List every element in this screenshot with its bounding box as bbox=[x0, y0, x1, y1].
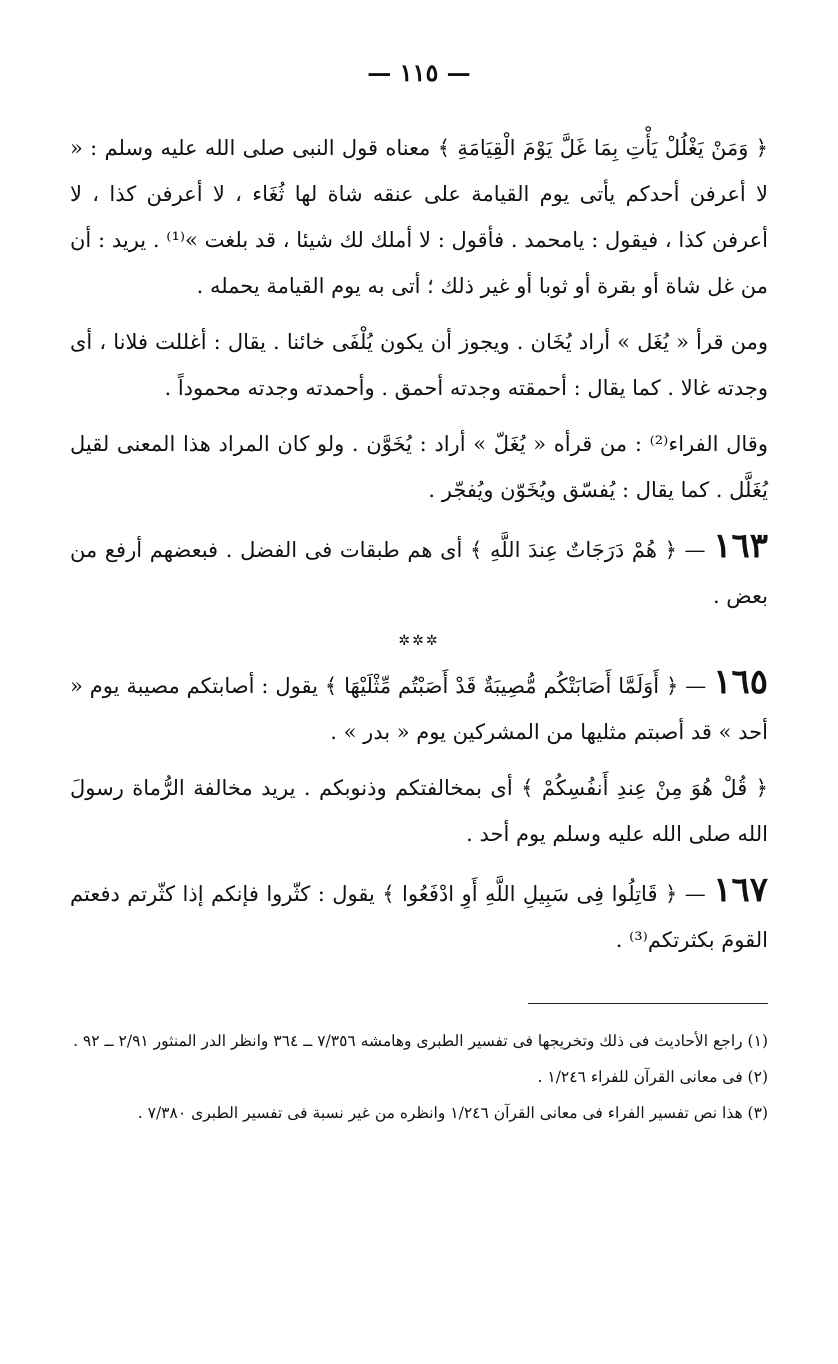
verse-number: ١٦٧ bbox=[713, 870, 768, 910]
paragraph-text: — ﴿ أَوَلَمَّا أَصَابَتْكُم مُّصِيبَةٌ قَدْ أَصَبْتُم مِّثْلَيْهَا ﴾ يقول : أصابتكم مصيبة يوم « أحد » قد أصبتم مثليها من المشركين يوم « بدر » . bbox=[70, 674, 768, 744]
paragraph-text: وقال الفراء⁽²⁾ : من قرأه « يُغَلّ » أراد : يُخَوَّن . ولو كان المراد هذا المعنى لقيل يُغَلَّل . كما يقال : يُفسّق ويُخَوّن ويُفجّر . bbox=[70, 432, 768, 502]
paragraph-text: — ﴿ هُمْ دَرَجَاتٌ عِندَ اللَّهِ ﴾ أى هم طبقات فى الفضل . فبعضهم أرفع من بعض . bbox=[70, 538, 768, 608]
paragraph bbox=[70, 765, 768, 857]
verse-number: ١٦٣ bbox=[713, 526, 768, 566]
footnotes bbox=[70, 1026, 768, 1128]
paragraph bbox=[70, 125, 768, 309]
footnote-separator bbox=[528, 1003, 768, 1004]
footnote: (٣) هذا نص تفسير الفراء فى معانى القرآن ١/٢٤٦ وانظره من غير نسبة فى تفسير الطبرى ٧/٣٨٠ . bbox=[137, 1104, 768, 1122]
page-number: — ١١٥ — bbox=[367, 58, 471, 87]
paragraph-text: ﴿ قُلْ هُوَ مِنْ عِندِ أَنفُسِكُمْ ﴾ أى بمخالفتكم وذنوبكم . يريد مخالفة الرُّماة رسولَ الله صلى الله عليه وسلم يوم أحد . bbox=[70, 776, 768, 846]
paragraph-text: — ﴿ قَاتِلُوا فِى سَبِيلِ اللَّهِ أَوِ ادْفَعُوا ﴾ يقول : كثّروا فإنكم إذا كثّرتم دفعتم القومَ بكثرتكم⁽³⁾ . bbox=[70, 882, 768, 952]
body-text bbox=[70, 125, 768, 963]
paragraph bbox=[70, 421, 768, 513]
paragraph-text: ﴿ وَمَنْ يَغْلُلْ يَأْتِ بِمَا غَلَّ يَوْمَ الْقِيَامَةِ ﴾ معناه قول النبى صلى الله عليه وسلم : « لا أعرفن أحدكم يأتى يوم القيامة على عنقه شاة لها ثُغَاء ، لا أعرفن كذا ، لا أعرفن كذا ، فيقول : يامحمد . فأقول : لا أملك لك شيئا ، قد بلغت »⁽¹⁾ . يريد : أن من غل شاة أو بقرة أو ثوبا أو غير ذلك ؛ أتى به يوم القيامة يحمله . bbox=[70, 136, 768, 298]
paragraph-text: ومن قرأ « يُغَل » أراد يُخَان . ويجوز أن يكون يُلْفَى خائنا . يقال : أغللت فلانا ، أى وجدته غالا . كما يقال : أحمقته وجدته أحمق . وأحمدته وجدته محموداً . bbox=[70, 330, 768, 400]
verse-paragraph bbox=[70, 659, 768, 755]
footnote: (١) راجع الأحاديث فى ذلك وتخريجها فى تفسير الطبرى وهامشه ٧/٣٥٦ ــ ٣٦٤ وانظر الدر المنثور ٢/٩١ ــ ٩٢ . bbox=[73, 1032, 768, 1050]
footnote: (٢) فى معانى القرآن للفراء ١/٢٤٦ . bbox=[537, 1068, 768, 1086]
section-stars: ✲✲✲ bbox=[398, 633, 440, 649]
paragraph bbox=[70, 319, 768, 411]
verse-number: ١٦٥ bbox=[713, 662, 768, 702]
verse-paragraph bbox=[70, 867, 768, 963]
verse-paragraph bbox=[70, 523, 768, 619]
